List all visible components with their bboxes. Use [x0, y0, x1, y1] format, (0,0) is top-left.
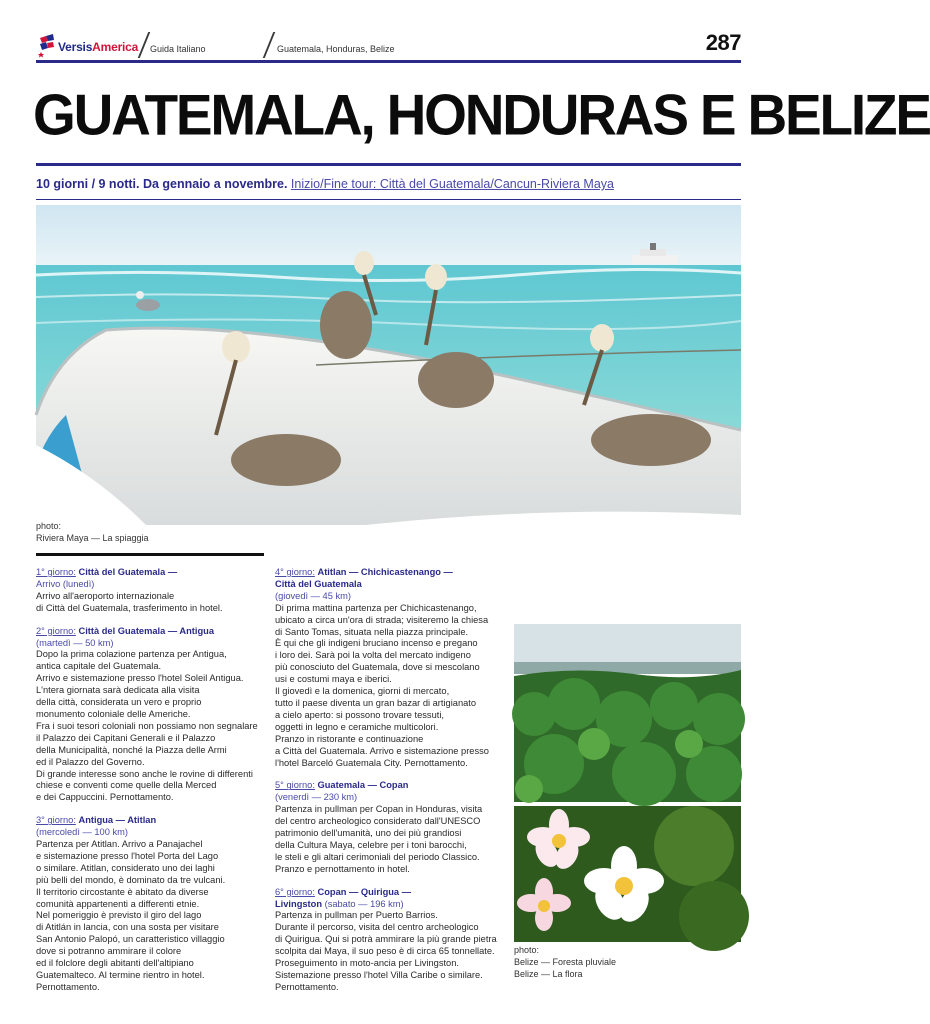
day-place: Città del Guatemala — Antigua [78, 625, 215, 636]
side-caption-text-2: Belize — La flora [514, 969, 583, 979]
day-place: Copan — Quiriguа — [317, 886, 411, 897]
page-title: GUATEMALA, HONDURAS E BELIZE [33, 81, 930, 147]
day-number: 3° giorno: [36, 815, 76, 826]
tour-route-link[interactable]: Inizio/Fine tour: Città del Guatemala/Cancun-Riviera Maya [290, 177, 614, 191]
day-place: Città del Guatemala — [78, 567, 178, 577]
guide-label: Guida Italiano [150, 44, 206, 54]
side-caption-text-1: Belize — Foresta pluviale [514, 957, 617, 967]
column-rule [36, 553, 264, 556]
hero-photo [36, 205, 741, 525]
day-meta: (martedì — 50 km) [36, 637, 114, 648]
day-number: 1° giorno: [36, 567, 76, 577]
tour-duration: 10 giorni / 9 notti. Da gennaio a novembre. [36, 177, 288, 191]
day-number: 6° giorno: [275, 886, 315, 897]
day-meta: Arrivo (lunedì) [36, 578, 95, 589]
day-place: Guatemala — Copan [317, 780, 409, 791]
versisamerica-logo [36, 32, 146, 58]
hero-caption-text: Riviera Maya — La spiaggia [36, 533, 149, 543]
day-description: Dopo la prima colazione partenza per Antigua, antica capitale del Guatemala. Arrivo e sistemazione presso l'hotel Soleil Antigua. L'ntera giornata sarà dedicata alla visita della città, considerata un vero e proprio monumento coloniale delle Americhe. Fra i suoi tesori coloniali non possiamo non segnalare il Palazzo dei Capitani Generali e il Palazzo della Municipalità, nonché la Piazza delle Armi ed il Palazzo del Governo. Di grande interesse sono anche le rovine di differenti chiese e conventi come quelle della Merced e dei Cappuccini. Pernottamento. [36, 649, 258, 803]
day-place: Atitlan — Chichicastenango — [317, 567, 453, 577]
page-number: 287 [705, 30, 741, 55]
day-meta: (sabato — 196 km) [324, 898, 404, 909]
day-number: 4° giorno: [275, 567, 315, 577]
section-label: Guatemala, Honduras, Belize [277, 44, 395, 54]
day-meta: (giovedì — 45 km) [275, 590, 351, 601]
itinerary-day [275, 567, 505, 769]
title-rule [36, 163, 741, 166]
day-description: Partenza in pullman per Copan in Honduras, visita del centro archeologico considerato dall'UNESCO patrimonio dell'umanità, uno dei più grandiosi della Cultura Maya, celebre per i toni barocchi, le steli e gli altari cerimoniali del periodo Classico. Pranzo e pernottamento in hotel. [275, 804, 483, 874]
tour-subtitle [36, 177, 614, 191]
day-place: Antigua — Atitlan [78, 815, 157, 826]
header-divider [263, 32, 276, 58]
logo-versis: Versis [58, 40, 93, 54]
day-description: Partenza per Atitlan. Arrivo a Panajachel e sistemazione presso l'hotel Porta del Lago o similare. Atitlan, considerato uno dei laghi più belli del mondo, è dominato da tre vulcani. Il territorio circostante è abitato da diverse comunità appartenenti a differenti etnie. Nel pomeriggio è previsto il giro del lago di Atitlán in lancia, con una sosta per visitare San Antonio Palopó, un caratteristico villaggio dove si potranno ammirare il colore ed il folclore degli abitanti dell'altipiano Guatemalteco. Al termine rientro in hotel. Pernottamento. [36, 839, 226, 992]
subtitle-rule [36, 199, 741, 200]
itinerary-day [36, 815, 264, 994]
day-place-continued: Livingston [275, 898, 322, 909]
day-description: Di prima mattina partenza per Chichicastenango, ubicato a circa un'ora di strada; visiteremo la chiesa di Santo Tomas, situata nella piazza principale. È qui che gli indigeni bruciano incenso e pregano i loro dei. Sarà poi la volta del mercato indigeno più conosciuto del Guatemala, dove si mescolano usi e costumi maya e iberici. Il giovedì e la domenica, giorni di mercato, tutto il paese diventa un gran bazar di artigianato a cielo aperto: si possono trovare tessuti, oggetti in legno e ceramiche multicolori. Pranzo in ristorante e continuazione a Città del Guatemala. Arrivo e sistemazione presso l'hotel Barceló Guatemala City. Pernottamento. [275, 602, 489, 768]
day-meta: (venerdì — 230 km) [275, 792, 358, 803]
hero-caption-label: photo: [36, 521, 62, 531]
itinerary-day [275, 887, 505, 994]
day-meta: (mercoledì — 100 km) [36, 827, 128, 838]
rainforest-photo [514, 624, 741, 802]
header-rule [36, 60, 741, 63]
flora-photo [514, 806, 741, 942]
itinerary-day [36, 626, 264, 805]
day-description: Partenza in pullman per Puerto Barrios. Durante il percorso, visita del centro archeologico di Quiriguа. Qui si potrà ammirare la più grande pietra scolpita dai Maya, il suo peso è di circa 65 tonnellate. Proseguimento in moto-ancia per Livingston. Sistemazione presso l'hotel Villa Caribe o similare. Pernottamento. [275, 910, 497, 992]
day-number: 2° giorno: [36, 625, 76, 636]
itinerary-column-1 [36, 567, 264, 1005]
day-number: 5° giorno: [275, 780, 315, 791]
hero-caption [36, 520, 149, 544]
itinerary-column-2 [275, 567, 505, 1005]
side-caption [514, 944, 616, 980]
day-place-continued: Città del Guatemala [275, 578, 362, 589]
side-caption-label: photo: [514, 945, 540, 955]
itinerary-day [275, 780, 505, 875]
itinerary-day [36, 567, 264, 615]
day-description: Arrivo all'aeroporto internazionale di Città del Guatemala, trasferimento in hotel. [36, 590, 223, 613]
logo-america: America [92, 40, 139, 54]
